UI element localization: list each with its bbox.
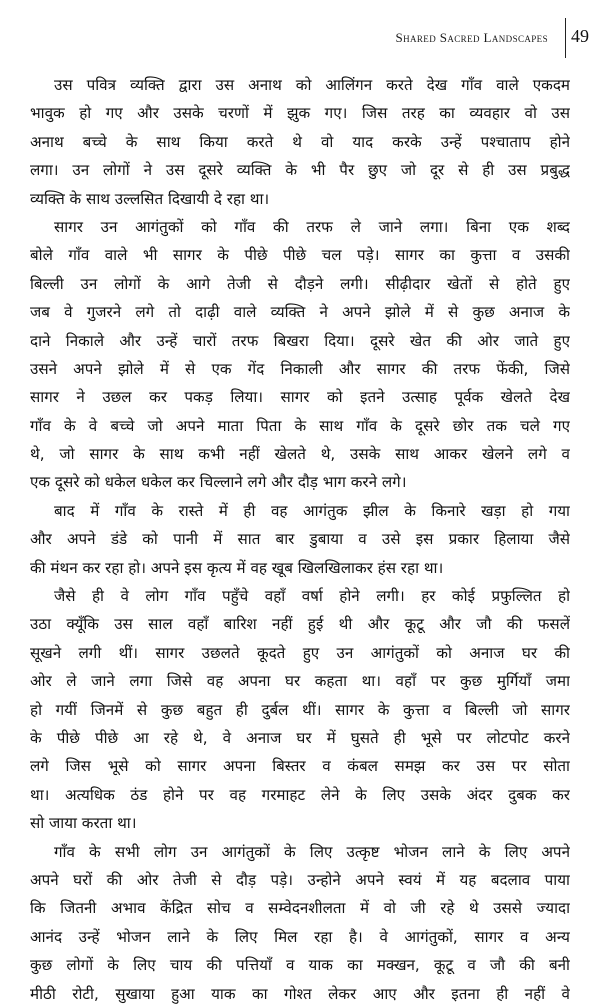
text-line: आनंद उन्हें भोजन लाने के लिए मिल रहा है। वे आगंतुकों, सागर व अन्य (30, 927, 570, 946)
text-line: उसने अपने झोले में से एक गेंद निकाली और सागर की तरफ फेंकी, जिसे (30, 359, 570, 378)
text-line: बाद में गाँव के रास्ते में ही वह आगंतुक झील के किनारे खड़ा हो गया (54, 501, 570, 520)
text-line: गाँव के वे बच्चे जो अपने माता पिता के साथ गाँव के दूसरे छोर तक चले गए (30, 416, 570, 435)
text-line: ओर ले जाने लगा जिसे वह अपना घर कहता था। वहाँ पर कुछ मुर्गियाँ जमा (30, 672, 570, 691)
text-line: के पीछे पीछे आ रहे थे, वे अनाज घर में घुसते ही भूसे पर लोटपोट करने (30, 728, 570, 747)
running-head: Shared Sacred Landscapes (395, 30, 548, 45)
text-line: एक दूसरे को धकेल धकेल कर चिल्लाने लगे और दौड़ भाग करने लगे। (30, 473, 407, 492)
page-header (0, 0, 600, 74)
paragraph (30, 582, 570, 838)
page-number: 49 (571, 26, 589, 46)
paragraph (30, 497, 570, 582)
body-text (30, 71, 570, 1008)
paragraph (30, 71, 570, 213)
text-line: भावुक हो गए और उसके चरणों में झुक गए। जिस तरह का व्यवहार वो उस (30, 104, 570, 123)
text-line: और अपने डंडे को पानी में सात बार डुबाया व उसे इस प्रकार हिलाया जैसे (30, 530, 570, 549)
paragraph (30, 213, 570, 497)
text-line: हो गयीं जिनमें से कुछ बहुत ही दुर्बल थीं। सागर के कुत्ता व बिल्ली जो सागर (30, 700, 570, 719)
text-line: सागर ने उछल कर पकड़ लिया। सागर को इतने उत्साह पूर्वक खेलते देख (30, 388, 570, 407)
text-line: कुछ लोगों के लिए चाय की पत्तियाँ व याक का मक्खन, कूटू व जौ की बनी (30, 956, 570, 975)
paragraph (30, 838, 570, 1008)
text-line: जैसे ही वे लोग गाँव पहुँचे वहाँ वर्षा होने लगी। हर कोई प्रफुल्लित हो (54, 587, 570, 606)
text-line: मीठी रोटी, सुखाया हुआ याक का गोश्त लेकर आए और इतना ही नहीं वे (30, 984, 570, 1003)
header-divider (565, 18, 566, 58)
text-line: सो जाया करता था। (30, 814, 137, 833)
text-line: दाने निकाले और उन्हें चारों तरफ बिखरा दिया। दूसरे खेत की ओर जाते हुए (30, 331, 570, 350)
text-line: गाँव के सभी लोग उन आगंतुकों के लिए उत्कृष्ट भोजन लाने के लिए अपने (54, 842, 570, 861)
text-line: व्यक्ति के साथ उल्लसित दिखायी दे रहा था। (30, 189, 270, 208)
text-line: थे, जो सागर के साथ कभी नहीं खेलते थे, उसके साथ आकर खेलने लगे व (30, 445, 570, 464)
text-line: सूखने लगी थीं। सागर उछलते कूदते हुए उन आगंतुकों को अनाज घर की (30, 643, 570, 662)
text-line: बोले गाँव वाले भी सागर के पीछे पीछे चल पड़े। सागर का कुत्ता व उसकी (30, 246, 570, 265)
text-line: लगा। उन लोगों ने उस दूसरे व्यक्ति के भी पैर छुए जो दूर से ही उस प्रबुद्ध (30, 161, 570, 180)
text-line: लगे जिस भूसे को सागर अपना बिस्तर व कंबल समझ कर उस पर सोता (30, 757, 570, 776)
text-line: की मंथन कर रहा हो। अपने इस कृत्य में वह खूब खिलखिलाकर हंस रहा था। (30, 558, 444, 577)
text-line: उठा क्यूँकि उस साल वहाँ बारिश नहीं हुई थी और कूटू और जौ की फसलें (30, 615, 570, 634)
text-line: अनाथ बच्चे के साथ किया करते थे वो याद करके उन्हें पश्चाताप होने (30, 132, 570, 151)
text-line: अपने घरों की ओर तेजी से दौड़ पड़े। उन्होने अपने स्वयं में यह बदलाव पाया (30, 870, 570, 889)
text-line: था। अत्यधिक ठंड होने पर वह गरमाहट लेने के लिए उसके अंदर दुबक कर (30, 785, 570, 804)
text-line: सागर उन आगंतुकों को गाँव की तरफ ले जाने लगा। बिना एक शब्द (54, 217, 570, 236)
text-line: बिल्ली उन लोगों के आगे तेजी से दौड़ने लगी। सीढ़ीदार खेतों से होते हुए (30, 274, 570, 293)
text-line: कि जितनी अभाव केंद्रित सोच व सम्वेदनशीलता में वो जी रहे थे उससे ज्यादा (30, 899, 570, 918)
text-line: उस पवित्र व्यक्ति द्वारा उस अनाथ को आलिंगन करते देख गाँव वाले एकदम (54, 76, 570, 94)
text-line: जब वे गुजरने लगे तो दाढ़ी वाले व्यक्ति ने अपने झोले में से कुछ अनाज के (30, 303, 570, 322)
